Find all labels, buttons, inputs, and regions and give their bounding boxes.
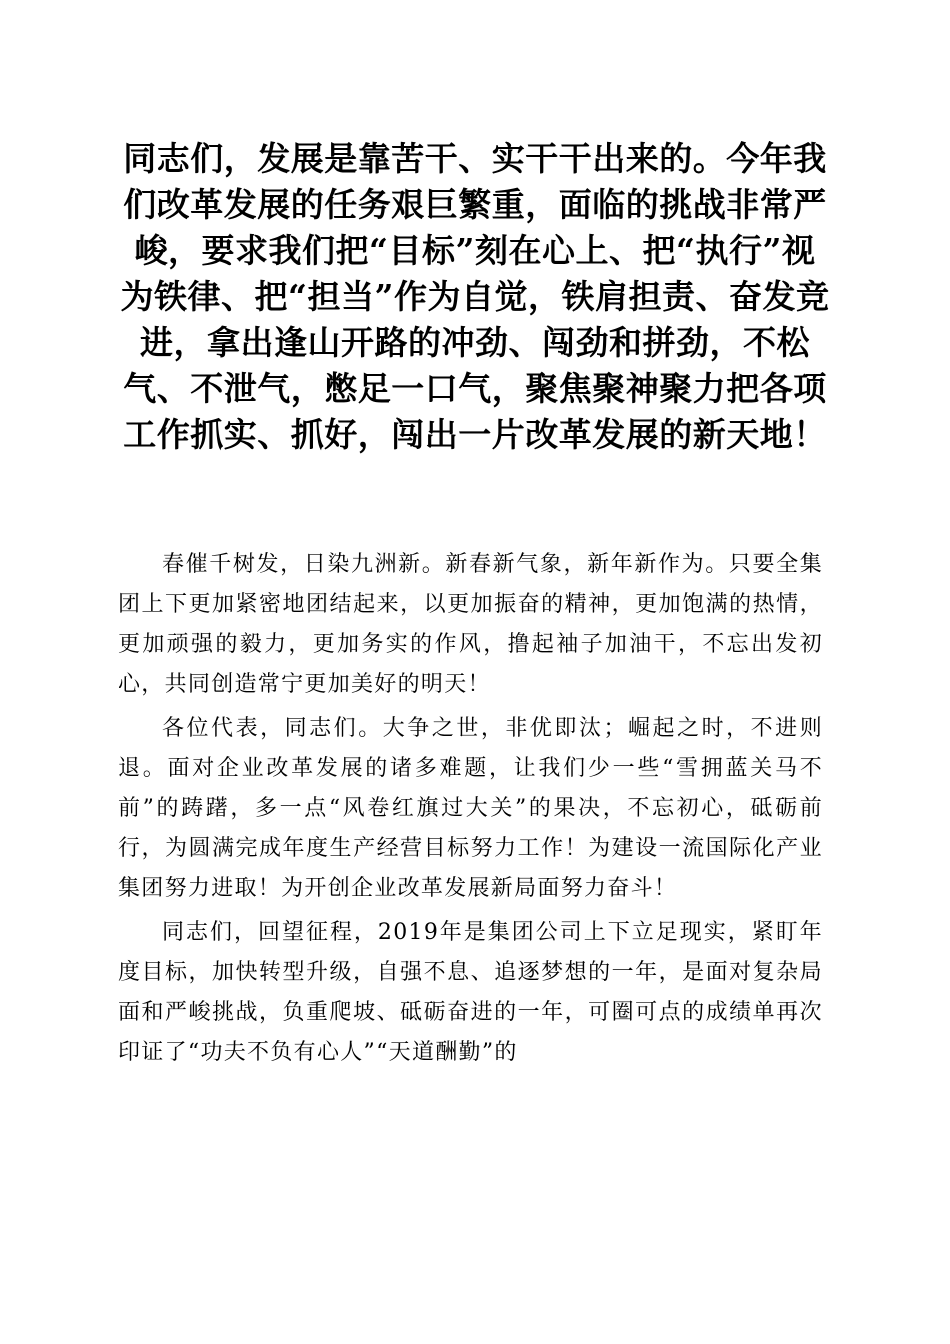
paragraph-new-spring: 春催千树发，日染九洲新。新春新气象，新年新作为。只要全集团上下更加紧密地团结起来，以更加振奋的精神，更加饱满的热情，更加顽强的毅力，更加务实的作风，撸起袖子加油干，不忘出发初心，共同创造常宁更加美好的明天！ (118, 552, 823, 697)
headline-quote: 同志们，发展是靠苦干、实干干出来的。今年我们改革发展的任务艰巨繁重，面临的挑战非常严峻，要求我们把“目标”刻在心上、把“执行”视为铁律、把“担当”作为自觉，铁肩担责、奋发竞进，拿出逢山开路的冲劲、闯劲和拼劲，不松气、不泄气，憋足一口气，聚焦聚神聚力把各项工作抓实、抓好，闯出一片改革发展的新天地！ (120, 139, 830, 454)
body-text (118, 545, 823, 1077)
paragraph-review-2019: 同志们，回望征程，2019年是集团公司上下立足现实，紧盯年度目标，加快转型升级，自强不息、追逐梦想的一年，是面对复杂局面和严峻挑战，负重爬坡、砥砺奋进的一年，可圈可点的成绩单再次印证了“功夫不负有心人”“天道酬勤”的 (118, 920, 823, 1065)
paragraph-representatives: 各位代表，同志们。大争之世，非优即汰；崛起之时，不进则退。面对企业改革发展的诸多难题，让我们少一些“雪拥蓝关马不前”的踌躇，多一点“风卷红旗过大关”的果决，不忘初心，砥砺前行，为圆满完成年度生产经营目标努力工作！为建设一流国际化产业集团努力进取！为开创企业改革发展新局面努力奋斗！ (118, 716, 823, 901)
